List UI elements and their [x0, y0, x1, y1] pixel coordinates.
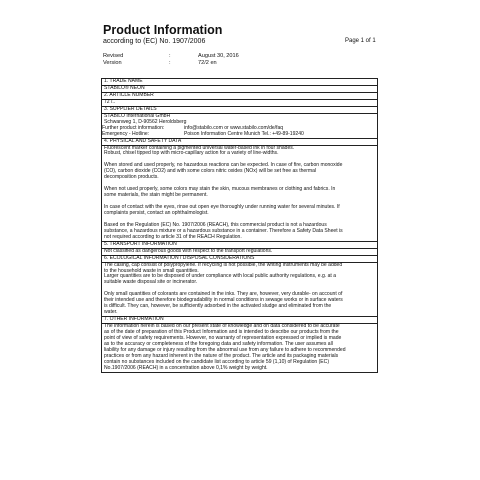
document-title: Product Information — [103, 23, 223, 37]
ecological-section-body — [102, 263, 377, 317]
version-value: 72/2 en — [198, 60, 217, 66]
other-text-line: as to the accuracy or completeness of the foregoing data and safety information. The user assumes all — [104, 340, 333, 347]
section-heading-transport: 5. TRANSPORT INFORMATION — [102, 241, 377, 249]
article-number-value: 72 /.. — [104, 98, 116, 105]
physical-text-line: substance, a hazardous mixture or a hazardous substance in a container. Therefore a Safety Data Sheet is — [104, 227, 343, 234]
further-info-label: Further product information: — [102, 124, 165, 131]
ecological-text-line: is difficult. They can, however, be sufficiently adsorbed in the activated sludge and eliminated from the — [104, 303, 332, 310]
physical-text-line: decomposition products. — [104, 174, 159, 181]
supplier-address: Schwanweg 1, D-90562 Heroldsberg — [104, 118, 187, 125]
revised-separator: : — [169, 53, 171, 59]
ecological-text-line: suitable waste disposal site or incinerator. — [104, 279, 198, 286]
revised-value: August 30, 2016 — [198, 53, 239, 59]
document-subtitle: according to (EC) No. 1907/2006 — [103, 38, 206, 45]
emergency-value: Poison Information Centre Munich Tel.: +49-89-19240 — [184, 130, 304, 137]
physical-text-line: In case of contact with the eyes, rinse out open eye thoroughly under running water for several minutes. If — [104, 203, 340, 210]
physical-text-line: some materials, the stain might be permanent. — [104, 192, 208, 199]
ecological-text-line: Only small quantities of colorants are contained in the inks. They are, however, very durable- on account of — [104, 291, 343, 298]
physical-text-line: not required according to article 31 of the REACH Regulation. — [104, 233, 242, 240]
physical-text-line: When not used properly, some colors may stain the skin, mucous membranes or clothing and fabrics. In — [104, 186, 336, 193]
page-number: Page 1 of 1 — [345, 38, 376, 44]
other-text-line: point of view of safety requirements. However, no warranty of representation expressed or implied is made — [104, 334, 342, 341]
transport-text: Not classified as dangerous goods with respect to the transport regulations. — [104, 247, 273, 254]
further-info-value: info@stabilo.com or www.stabilo.com/de/faq — [184, 124, 284, 131]
section-heading-trade-name: 1. TRADE NAME — [102, 79, 377, 86]
other-section-body — [102, 324, 377, 372]
trade-name-value: STABILO® NEON — [104, 84, 145, 91]
ecological-text-line: Larger quantities are to be disposed of under compliance with local public authority regulations, e.g. at a — [104, 273, 337, 280]
section-heading-ecological: 6. ECOLOGICAL INFORMATION / DISPOSAL CONSIDERATIONS — [102, 255, 377, 263]
physical-text-line: Fluorescent marker containing a pigmented universal water-based ink in four shades. — [104, 144, 295, 151]
section-heading-supplier: 3. SUPPLIER DETAILS — [102, 106, 377, 114]
physical-text-line: When stored and used properly, no hazardous reactions can be expected. In case of fire, carbon monoxide — [104, 162, 343, 169]
other-text-line: as of the date of preparation of this Product Information and is intended to describe our products from the — [104, 329, 339, 336]
emergency-label: Emergency - Hotline: — [102, 130, 150, 137]
version-label: Version — [103, 60, 122, 66]
info-table — [101, 78, 378, 373]
physical-text-line: complaints persist, contact an ophthalmologist. — [104, 209, 209, 216]
physical-text-line: (CO), carbon dioxide (CO2) and with some colors nitric oxides (NOx) will be set free as thermal — [104, 168, 317, 175]
ecological-text-line: their intended use and therefore biodegradability in normal conditions in sewage works or in surface waters — [104, 297, 343, 304]
other-text-line: practices or from any hazard inherent in the nature of the product. The article and its packaging materials — [104, 352, 339, 359]
other-text-line: liability for any damage or injury resulting from the abnormal use from any failure to adhere to recommended — [104, 346, 346, 353]
other-text-line: contain no substances included on the candidate list according to article 59 (1,10) of Regulation (EC) — [104, 358, 330, 365]
section-heading-article-number: 2. ARTICLE NUMBER — [102, 92, 377, 100]
physical-section-body — [102, 146, 377, 241]
ecological-text-line: The casing, cap consist of polypropylene. If recycling is not possible, the writing instruments may be added — [104, 261, 343, 268]
physical-text-line: Robust, chisel tipped top with micro-capillary action for a variety of line-widths. — [104, 150, 279, 157]
ecological-text-line: water. — [104, 309, 118, 316]
revised-label: Revised — [103, 53, 124, 59]
physical-text-line: Based on the Regulation (EC) No. 1907/2006 (REACH), this commercial product is not a hazardous — [104, 221, 327, 228]
ecological-text-line: to the household waste in small quantities. — [104, 267, 199, 274]
section-heading-physical: 4. PHYSICAL AND SAFETY DATA — [102, 138, 377, 146]
other-text-line: No.1907/2006 (REACH) in a concentration above 0,1% weight by weight. — [104, 364, 268, 371]
section-heading-other: 7. OTHER INFORMATION — [102, 316, 377, 324]
other-text-line: The information herein is based on our present state of knowledge and on data considered to be accurate — [104, 323, 340, 330]
version-separator: : — [169, 60, 171, 66]
emergency-row — [102, 132, 377, 138]
supplier-name: STABILO International GmbH — [104, 112, 171, 119]
